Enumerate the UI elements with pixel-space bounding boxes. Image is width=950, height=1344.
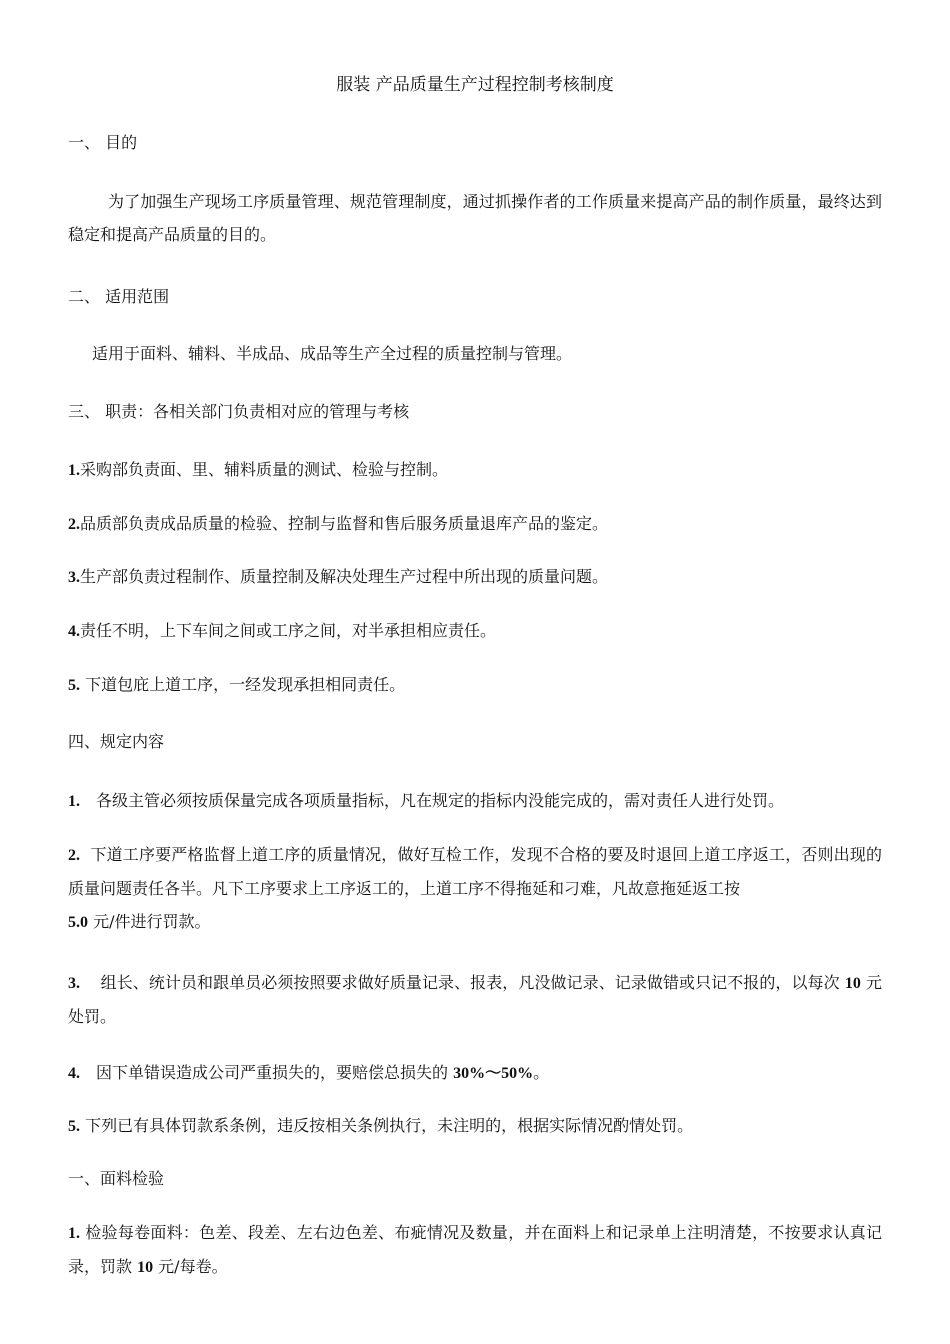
section-heading-scope: 二、 适用范围 bbox=[68, 287, 170, 306]
rule-item-amount: 10 bbox=[844, 975, 861, 992]
rule-item bbox=[68, 790, 784, 813]
inspection-item-text-end: 元/每卷。 bbox=[153, 1257, 228, 1276]
rule-item-amount: 30%～50% bbox=[453, 1065, 534, 1082]
rule-item bbox=[68, 966, 882, 1033]
rule-item-text: 组长、统计员和跟单员必须按照要求做好质量记录、报表，凡没做记录、记录做错或只记不报的，以每次 bbox=[100, 973, 845, 992]
rule-item-number: 1. bbox=[68, 793, 80, 810]
list-item bbox=[68, 674, 405, 697]
rule-item-number: 5. bbox=[68, 1118, 80, 1135]
rule-item-text: 因下单错误造成公司严重损失的，要赔偿总损失的 bbox=[96, 1063, 454, 1082]
list-item-number: 3. bbox=[68, 569, 80, 586]
rule-item-text: 各级主管必须按质保量完成各项质量指标，凡在规定的指标内没能完成的，需对责任人进行处罚。 bbox=[96, 791, 785, 810]
rule-item bbox=[68, 1062, 549, 1085]
list-item-text: 生产部负责过程制作、质量控制及解决处理生产过程中所出现的质量问题。 bbox=[80, 567, 609, 586]
section-body-scope: 适用于面料、辅料、半成品、成品等生产全过程的质量控制与管理。 bbox=[92, 344, 573, 363]
list-item-number: 5. bbox=[68, 677, 80, 694]
list-item bbox=[68, 513, 608, 536]
section-body-purpose: 为了加强生产现场工序质量管理、规范管理制度，通过抓操作者的工作质量来提高产品的制作质量，最终达到稳定和提高产品质量的目的。 bbox=[68, 192, 882, 244]
list-item bbox=[68, 459, 448, 482]
inspection-item-text: 检验每卷面料：色差、段差、左右边色差、布疵情况及数量，并在面料上和记录单上注明清楚，不按要求认真记录，罚款 bbox=[68, 1223, 882, 1276]
rule-item-text-end: 。 bbox=[533, 1063, 550, 1082]
list-item bbox=[68, 620, 496, 643]
list-item-text: 责任不明，上下车间之间或工序之间，对半承担相应责任。 bbox=[80, 621, 497, 640]
inspection-item-amount: 10 bbox=[137, 1259, 154, 1276]
rule-item-amount: 5.0 bbox=[68, 914, 88, 931]
list-item-number: 2. bbox=[68, 516, 80, 533]
rule-item-number: 2. bbox=[68, 847, 80, 864]
rule-item-text: 下列已有具体罚款系条例，违反按相关条例执行，未注明的，根据实际情况酌情处罚。 bbox=[80, 1116, 694, 1135]
inspection-item bbox=[68, 1216, 882, 1284]
section-heading-duties: 三、 职责：各相关部门负责相对应的管理与考核 bbox=[68, 402, 410, 421]
list-item bbox=[68, 566, 608, 589]
rule-item-number: 4. bbox=[68, 1065, 80, 1082]
rule-item-text-end: 元/件进行罚款。 bbox=[88, 912, 211, 931]
inspection-item-number: 1. bbox=[68, 1225, 80, 1242]
section-heading-rules: 四、规定内容 bbox=[68, 732, 165, 751]
section-heading-purpose: 一、 目的 bbox=[68, 133, 138, 152]
document-title: 服装 产品质量生产过程控制考核制度 bbox=[336, 75, 614, 95]
section-heading-fabric-inspection: 一、面料检验 bbox=[68, 1169, 165, 1188]
list-item-text: 采购部负责面、里、辅料质量的测试、检验与控制。 bbox=[80, 460, 449, 479]
list-item-text: 下道包庇上道工序，一经发现承担相同责任。 bbox=[80, 675, 406, 694]
rule-item-text: 下道工序要严格监督上道工序的质量情况，做好互检工作，发现不合格的要及时退回上道工序返工，否则出现的质量问题责任各半。凡下工序要求上工序返工的，上道工序不得拖延和刁难，凡故意拖延返工按 bbox=[68, 845, 882, 898]
rule-item-number: 3. bbox=[68, 975, 80, 992]
list-item-number: 4. bbox=[68, 623, 80, 640]
rule-item-text-end: 元处罚。 bbox=[68, 973, 883, 1026]
rule-item bbox=[68, 1115, 693, 1138]
list-item-number: 1. bbox=[68, 462, 80, 479]
rule-item bbox=[68, 838, 882, 939]
list-item-text: 品质部负责成品质量的检验、控制与监督和售后服务质量退库产品的鉴定。 bbox=[80, 514, 609, 533]
